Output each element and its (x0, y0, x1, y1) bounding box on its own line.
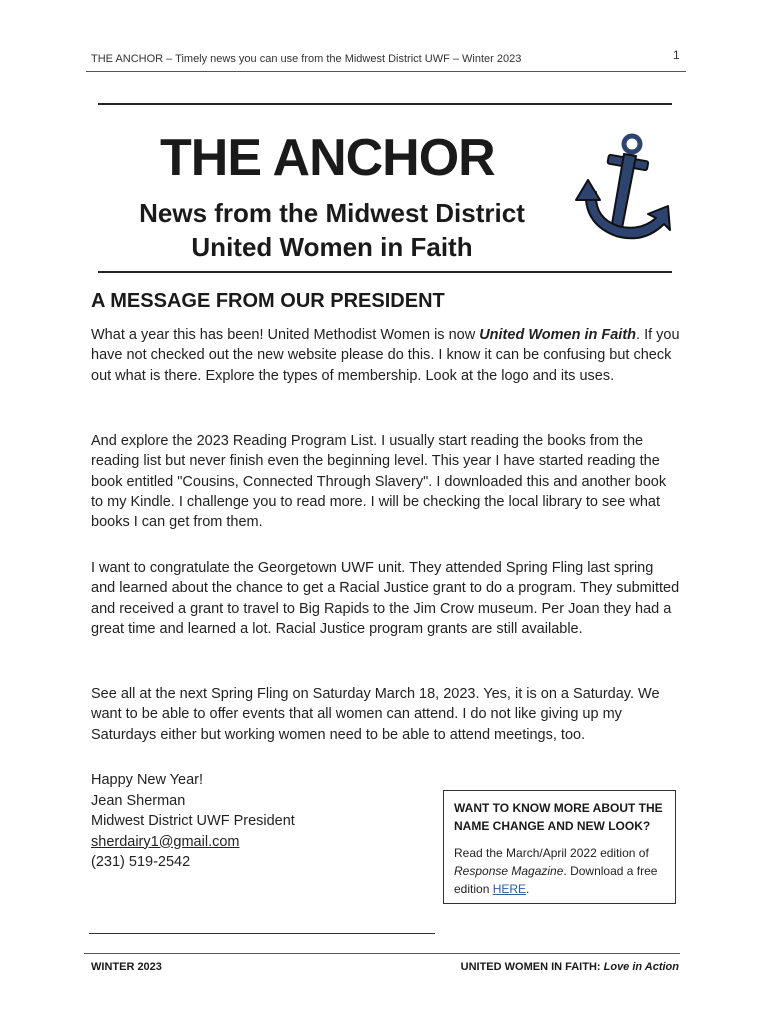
footer-tagline: Love in Action (603, 961, 679, 973)
paragraph-3: I want to congratulate the Georgetown UWF unit. They attended Spring Fling last spring and learned about the chance to get a Racial Justice grant to do a program. They submitted and received a grant to travel to Big Rapids to the Jim Crow museum. Per Joan they had a great time and learned a lot. Racial Justice program grants are still available. (91, 560, 680, 637)
subtitle-line-1: News from the Midwest District (139, 198, 525, 228)
section-heading: A MESSAGE FROM OUR PRESIDENT (91, 290, 445, 312)
header-rule (86, 71, 686, 72)
masthead-subtitle (98, 196, 566, 264)
signer-role: Midwest District UWF President (91, 813, 295, 829)
page-number: 1 (673, 48, 680, 62)
paragraph-4: See all at the next Spring Fling on Saturday March 18, 2023. Yes, it is on a Saturday. We want to be able to offer events that all women can attend. I do not like giving up my Saturdays either but working women need to be able to attend meetings, too. (91, 686, 660, 743)
p1-text: What a year this has been! United Methodist Women is now (91, 327, 480, 343)
callout-text-cont: . Download a free edition (454, 864, 658, 896)
masthead-top-rule (98, 103, 672, 105)
p1-text-cont: . If you have not checked out the new website please do this. I know it can be confusing but check out what is there. Explore the types of membership. Look at the logo and its uses. (91, 327, 680, 384)
footer-rule (84, 953, 680, 954)
anchor-icon (574, 132, 674, 247)
p1-emphasis: United Women in Faith (479, 327, 637, 343)
signer-name: Jean Sherman (91, 792, 186, 809)
subtitle-line-2: United Women in Faith (191, 232, 473, 262)
paragraph-1 (91, 325, 681, 386)
callout-text: Read the March/April 2022 edition of (454, 846, 649, 860)
phone-number: (231) 519-2542 (91, 854, 191, 870)
footer-right (455, 961, 679, 973)
download-link[interactable]: HERE (492, 882, 527, 896)
callout-magazine: Response Magazine (454, 864, 564, 878)
signature-rule (89, 933, 435, 934)
greeting: Happy New Year! (91, 772, 204, 788)
footer-left: WINTER 2023 (91, 961, 162, 973)
callout-box (443, 790, 676, 904)
masthead-title: THE ANCHOR (160, 129, 495, 187)
running-header: THE ANCHOR – Timely news you can use from the Midwest District UWF – Winter 2023 (91, 53, 522, 65)
masthead-bottom-rule (98, 271, 672, 273)
callout-body (454, 844, 665, 898)
callout-title: WANT TO KNOW MORE ABOUT THE NAME CHANGE AND NEW LOOK? (454, 801, 663, 833)
paragraph-2: And explore the 2023 Reading Program List. I usually start reading the books from the reading list but never finish even the beginning level. This year I have started reading the book entitled "Cousins, Connected Through Slavery". I downloaded this and another book to my Kindle. I challenge you to read more. I will be checking the local library to see what books I can get from them. (91, 433, 667, 531)
callout-text-end: . (526, 882, 530, 896)
signature-block (91, 770, 295, 873)
email-link[interactable]: sherdairy1@gmail.com (91, 833, 240, 850)
footer-right-text: UNITED WOMEN IN FAITH: (460, 961, 604, 973)
